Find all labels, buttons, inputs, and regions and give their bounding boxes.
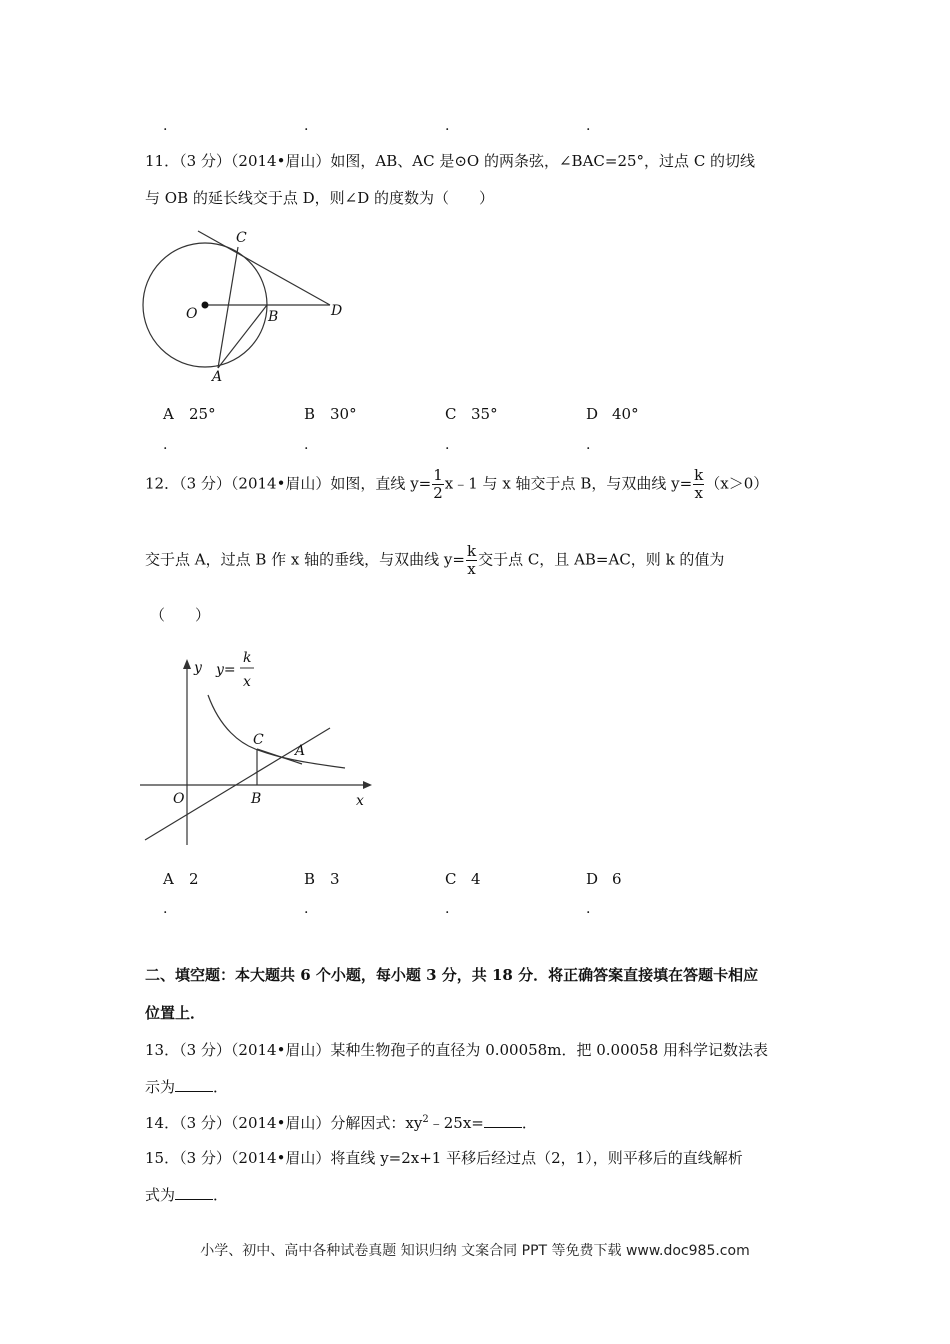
option-dot: .	[163, 901, 168, 917]
q12-label-C: C	[253, 732, 264, 748]
q12-stem-line2: 交于点 A，过点 B 作 x 轴的垂线，与双曲线 y= $\frac{k}{x}$ 交于点 C，且 AB=AC，则 k 的值为	[145, 542, 725, 578]
fraction-half: $\frac{1}{2}$	[433, 466, 443, 502]
option-dot: .	[445, 437, 450, 453]
q15-answer-blank[interactable]	[175, 1185, 213, 1200]
q11-label-A: A	[212, 369, 223, 385]
q12-option-b[interactable]: B 3	[304, 870, 340, 888]
q11-label-B: B	[268, 309, 279, 325]
option-dot: .	[304, 901, 309, 917]
q11-option-d[interactable]: D 40°	[586, 405, 639, 423]
option-dot: .	[586, 118, 591, 134]
q12-stem-line1: 12．（3 分）（2014•眉山）如图，直线 y= $\frac{1}{2}$ x﹣1 与 x 轴交于点 B，与双曲线 y= $\frac{k}{x}$ （x＞0）	[145, 466, 769, 502]
section-heading-line2: 位置上．	[145, 1004, 206, 1022]
q11-option-c[interactable]: C 35°	[445, 405, 498, 423]
q12-hyperbola-figure	[140, 650, 390, 855]
q12-option-a[interactable]: A 2	[163, 870, 199, 888]
q11-circle-figure	[140, 225, 360, 390]
q11-label-O: O	[186, 306, 198, 322]
q12-label-O: O	[173, 791, 185, 807]
q12-label-x: x	[356, 793, 364, 809]
q14-answer-blank[interactable]	[484, 1113, 522, 1128]
option-dot: .	[163, 118, 168, 134]
q11-option-b[interactable]: B 30°	[304, 405, 357, 423]
q12-answer-bracket: （ ）	[150, 606, 211, 624]
q11-stem-line1: 11．（3 分）（2014•眉山）如图，AB、AC 是⊙O 的两条弦，∠BAC=25°，过点 C 的切线	[145, 152, 756, 170]
q12-label-eq-prefix: y=	[216, 662, 236, 678]
option-dot: .	[304, 118, 309, 134]
q12-option-d[interactable]: D 6	[586, 870, 622, 888]
q13-stem-line2: 示为 ．	[145, 1078, 229, 1096]
q11-label-C: C	[236, 230, 247, 246]
q12-label-B: B	[251, 791, 262, 807]
page-footer: 小学、初中、高中各种试卷真题 知识归纳 文案合同 PPT 等免费下载 www.doc985.com	[200, 1243, 750, 1259]
q13-stem-line1: 13．（3 分）（2014•眉山）某种生物孢子的直径为 0.00058m．把 0.00058 用科学记数法表	[145, 1041, 769, 1059]
q13-answer-blank[interactable]	[175, 1077, 213, 1092]
option-dot: .	[586, 437, 591, 453]
q12-label-eq-den: x	[243, 674, 251, 690]
q11-label-D: D	[331, 303, 343, 319]
option-dot: .	[163, 437, 168, 453]
q15-stem-line1: 15．（3 分）（2014•眉山）将直线 y=2x+1 平移后经过点（2，1），则平移后的直线解析	[145, 1149, 743, 1167]
fraction-k-over-x: $\frac{k}{x}$	[466, 542, 477, 578]
q12-label-eq-num: k	[243, 650, 252, 666]
option-dot: .	[445, 118, 450, 134]
option-dot: .	[445, 901, 450, 917]
q12-label-y: y	[194, 660, 202, 676]
q11-stem-line2: 与 OB 的延长线交于点 D，则∠D 的度数为（ ）	[145, 189, 495, 207]
q12-label-A: A	[295, 743, 306, 759]
q11-option-a[interactable]: A 25°	[163, 405, 216, 423]
fraction-k-over-x: $\frac{k}{x}$	[694, 466, 704, 502]
q14-stem: 14．（3 分）（2014•眉山）分解因式：$xy^2﹣25x=$ ．	[145, 1114, 537, 1132]
section-heading-line1: 二、填空题：本大题共 6 个小题，每小题 3 分，共 18 分．将正确答案直接填在答题卡相应	[145, 966, 759, 984]
q15-stem-line2: 式为 ．	[145, 1186, 229, 1204]
option-dot: .	[586, 901, 591, 917]
option-dot: .	[304, 437, 309, 453]
q12-option-c[interactable]: C 4	[445, 870, 481, 888]
